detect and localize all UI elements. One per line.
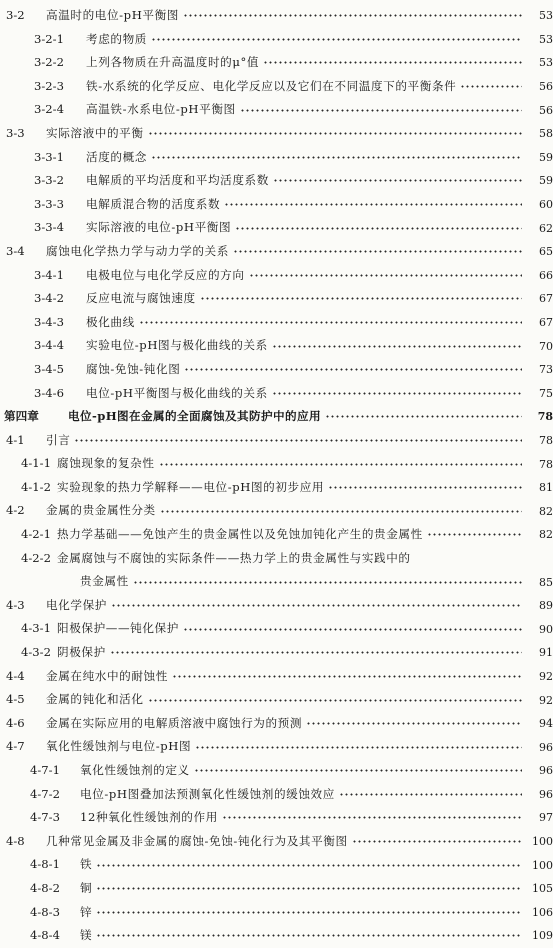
entry-number: 3-2-3 [34, 78, 64, 93]
toc-entry[interactable] [0, 216, 553, 240]
toc-entry[interactable] [0, 688, 553, 712]
page-number: 58 [539, 127, 553, 141]
entry-title: 铁-水系统的化学反应、电化学反应以及它们在不同温度下的平衡条件 [86, 78, 457, 93]
page-number: 60 [539, 198, 553, 212]
dot-leader [96, 911, 522, 914]
page-number: 105 [532, 882, 553, 896]
entry-number: 3-4-5 [34, 361, 64, 376]
dot-leader [273, 179, 522, 182]
toc-entry[interactable] [0, 358, 553, 382]
entry-number: 3-2-2 [34, 55, 64, 70]
entry-number: 4-5 [6, 692, 25, 707]
toc-entry[interactable] [0, 735, 553, 759]
dot-leader [160, 510, 522, 513]
page-number: 73 [539, 363, 553, 377]
entry-number: 4-7 [6, 739, 25, 754]
entry-title: 几种常见金属及非金属的腐蚀-免蚀-钝化行为及其平衡图 [46, 833, 348, 848]
toc-entry[interactable] [0, 4, 553, 28]
page-number: 56 [539, 103, 553, 117]
entry-number: 3-3-1 [34, 149, 64, 164]
entry-title: 考虑的物质 [86, 31, 147, 46]
entry-title: 电化学保护 [46, 597, 107, 612]
toc-entry[interactable] [0, 641, 553, 665]
dot-leader [352, 840, 522, 843]
toc-entry[interactable] [0, 853, 553, 877]
toc-entry[interactable] [0, 476, 553, 500]
toc-entry[interactable] [0, 924, 553, 948]
entry-title: 金属在实际应用的电解质溶液中腐蚀行为的预测 [46, 715, 303, 730]
page-number: 67 [539, 316, 553, 330]
page-number: 100 [532, 835, 553, 849]
toc-entry[interactable] [0, 452, 553, 476]
toc-entry[interactable] [0, 169, 553, 193]
toc-entry[interactable] [0, 287, 553, 311]
entry-title: 高温时的电位-pH平衡图 [46, 8, 179, 22]
entry-number: 3-3-2 [34, 173, 64, 188]
entry-title: 实际溶液的电位-pH平衡图 [86, 220, 232, 235]
entry-number: 4-8 [6, 833, 25, 848]
page-number: 90 [539, 622, 553, 636]
page-number: 59 [539, 174, 553, 188]
entry-title: 活度的概念 [86, 149, 147, 164]
dot-leader [96, 934, 522, 937]
dot-leader [151, 38, 522, 41]
dot-leader [272, 345, 522, 348]
page-number: 78 [539, 457, 553, 471]
toc-entry[interactable] [0, 806, 553, 830]
entry-title: 腐蚀电化学热力学与动力学的关系 [46, 243, 229, 258]
page-number: 96 [539, 787, 553, 801]
toc-entry[interactable] [0, 594, 553, 618]
page-number: 56 [539, 80, 553, 94]
entry-number: 4-1-1 [21, 456, 51, 471]
page-number: 96 [539, 740, 553, 754]
chapter-entry[interactable] [0, 405, 553, 429]
toc-entry[interactable] [0, 311, 553, 335]
entry-number: 4-3-1 [21, 621, 51, 636]
toc-entry[interactable] [0, 264, 553, 288]
entry-title: 电解质的平均活度和平均活度系数 [86, 173, 269, 188]
entry-title: 金属的钝化和活化 [46, 692, 144, 707]
entry-number: 4-8-1 [30, 857, 60, 872]
entry-title: 金属在纯水中的耐蚀性 [46, 668, 168, 683]
dot-leader [249, 274, 522, 277]
entry-title: 引言 [46, 432, 71, 447]
dot-leader [195, 746, 522, 749]
toc-entry[interactable] [0, 75, 553, 99]
entry-title: 12种氧化性缓蚀剂的作用 [80, 810, 218, 825]
entry-number: 3-4-4 [34, 338, 64, 353]
toc-entry[interactable] [0, 499, 553, 523]
page-number: 53 [539, 56, 553, 70]
dot-leader [148, 132, 522, 135]
entry-number: 3-4-3 [34, 314, 64, 329]
dot-leader [183, 628, 522, 631]
dot-leader [224, 203, 522, 206]
entry-title: 镁 [80, 928, 93, 943]
toc-entry[interactable] [0, 523, 553, 547]
dot-leader [159, 463, 522, 466]
page-number: 106 [532, 905, 553, 919]
page-number: 85 [539, 575, 553, 589]
entry-title: 铜 [80, 880, 93, 895]
toc-entry[interactable] [0, 901, 553, 925]
toc-entry[interactable] [0, 193, 553, 217]
entry-title: 铁 [80, 857, 93, 872]
dot-leader [325, 415, 522, 418]
toc-entry[interactable] [0, 783, 553, 807]
entry-title: 电位-pH平衡图与极化曲线的关系 [86, 385, 268, 400]
entry-title: 反应电流与腐蚀速度 [86, 291, 196, 306]
dot-leader [111, 604, 522, 607]
entry-title: 锌 [80, 904, 93, 919]
entry-title: 高温铁-水系电位-pH平衡图 [86, 102, 236, 117]
toc-entry[interactable] [0, 759, 553, 783]
entry-number: 4-2 [6, 503, 25, 518]
toc-entry[interactable] [0, 51, 553, 75]
dot-leader [272, 392, 522, 395]
dot-leader [263, 61, 522, 64]
entry-number: 4-3-2 [21, 645, 51, 660]
dot-leader [183, 14, 522, 17]
entry-title: 上列各物质在升高温度时的μ°值 [86, 55, 260, 70]
dot-leader [184, 368, 522, 371]
page-number: 65 [539, 245, 553, 259]
entry-number: 4-1-2 [21, 479, 51, 494]
entry-number: 4-7-1 [30, 763, 60, 777]
toc-entry[interactable] [0, 146, 553, 170]
entry-title: 阳极保护——钝化保护 [57, 621, 179, 636]
entry-number: 4-6 [6, 715, 25, 730]
dot-leader [96, 864, 522, 867]
dot-leader [328, 486, 522, 489]
page-number: 82 [539, 504, 553, 518]
entry-number: 3-4-6 [34, 385, 64, 400]
entry-title: 热力学基础——免蚀产生的贵金属性以及免蚀加钝化产生的贵金属性 [57, 527, 423, 542]
entry-number: 3-3 [6, 125, 25, 140]
entry-number: 4-4 [6, 668, 25, 683]
entry-number: 4-7-2 [30, 786, 60, 801]
page-number: 82 [539, 528, 553, 542]
page-number: 81 [539, 481, 553, 495]
dot-leader [233, 250, 522, 253]
toc-entry[interactable] [0, 429, 553, 453]
toc-entry[interactable] [0, 122, 553, 146]
entry-title: 腐蚀现象的复杂性 [57, 456, 155, 471]
entry-title: 金属腐蚀与不腐蚀的实际条件——热力学上的贵金属性与实践中的 [57, 550, 411, 565]
toc-entry[interactable] [0, 570, 553, 594]
dot-leader [74, 439, 522, 442]
dot-leader [339, 793, 522, 796]
page-number: 67 [539, 292, 553, 306]
entry-number: 3-4 [6, 243, 25, 258]
dot-leader [235, 227, 522, 230]
toc-entry[interactable] [0, 334, 553, 358]
page-number: 96 [539, 764, 553, 778]
entry-title: 实验电位-pH图与极化曲线的关系 [86, 338, 268, 353]
dot-leader [110, 651, 522, 654]
entry-number: 3-3-4 [34, 220, 64, 235]
page-number: 53 [539, 9, 553, 23]
dot-leader [148, 699, 522, 702]
entry-title: 实际溶液中的平衡 [46, 125, 144, 140]
page-number: 78 [539, 433, 553, 447]
entry-number: 3-2 [6, 8, 25, 22]
toc-entry[interactable] [0, 98, 553, 122]
dot-leader [306, 722, 522, 725]
entry-number: 3-4-2 [34, 291, 64, 306]
entry-title: 氧化性缓蚀剂的定义 [80, 763, 190, 777]
entry-number: 3-2-1 [34, 31, 64, 46]
entry-number: 4-8-2 [30, 880, 60, 895]
dot-leader [194, 769, 522, 772]
page-number: 66 [539, 268, 553, 282]
entry-title: 贵金属性 [80, 574, 129, 589]
entry-number: 3-2-4 [34, 102, 64, 117]
table-of-contents [0, 4, 553, 948]
dot-leader [460, 85, 522, 88]
page-number: 92 [539, 669, 553, 683]
entry-title: 电位-pH图在金属的全面腐蚀及其防护中的应用 [68, 409, 321, 424]
toc-entry[interactable] [0, 877, 553, 901]
entry-number: 4-8-4 [30, 928, 60, 943]
dot-leader [151, 156, 522, 159]
page-number: 62 [539, 221, 553, 235]
toc-entry[interactable] [0, 28, 553, 52]
entry-number: 3-4-1 [34, 267, 64, 282]
page-number: 78 [537, 410, 553, 424]
page-number: 92 [539, 693, 553, 707]
entry-title: 氧化性缓蚀剂与电位-pH图 [46, 739, 192, 754]
dot-leader [172, 675, 522, 678]
entry-number: 4-1 [6, 432, 25, 447]
toc-entry[interactable] [0, 547, 553, 571]
entry-title: 电解质混合物的活度系数 [86, 196, 221, 211]
entry-title: 金属的贵金属性分类 [46, 503, 156, 518]
toc-entry[interactable] [0, 617, 553, 641]
toc-entry[interactable] [0, 712, 553, 736]
dot-leader [200, 297, 522, 300]
toc-entry[interactable] [0, 830, 553, 854]
page-number: 91 [539, 646, 553, 660]
entry-title: 阴极保护 [57, 645, 106, 660]
page-number: 97 [539, 811, 553, 825]
page-number: 100 [532, 858, 553, 872]
entry-title: 腐蚀-免蚀-钝化图 [86, 361, 181, 376]
entry-number: 4-2-2 [21, 550, 51, 565]
dot-leader [139, 321, 522, 324]
dot-leader [222, 816, 522, 819]
entry-number: 4-8-3 [30, 904, 60, 919]
page-number: 59 [539, 150, 553, 164]
entry-title: 极化曲线 [86, 314, 135, 329]
page-number: 109 [532, 929, 553, 943]
page-number: 53 [539, 32, 553, 46]
dot-leader [240, 109, 522, 112]
entry-number: 4-3 [6, 597, 25, 612]
page-number: 94 [539, 717, 553, 731]
dot-leader [133, 581, 522, 584]
entry-number: 4-2-1 [21, 527, 51, 542]
entry-number: 3-3-3 [34, 196, 64, 211]
entry-title: 实验现象的热力学解释——电位-pH图的初步应用 [57, 479, 325, 494]
entry-title: 电极电位与电化学反应的方向 [86, 267, 245, 282]
page-number: 70 [539, 339, 553, 353]
toc-entry[interactable] [0, 240, 553, 264]
page-number: 75 [539, 386, 553, 400]
entry-title: 电位-pH图叠加法预测氧化性缓蚀剂的缓蚀效应 [80, 786, 335, 801]
entry-number: 第四章 [4, 409, 39, 424]
toc-entry[interactable] [0, 382, 553, 406]
toc-entry[interactable] [0, 665, 553, 689]
entry-number: 4-7-3 [30, 810, 60, 825]
dot-leader [427, 533, 522, 536]
dot-leader [96, 887, 522, 890]
page-number: 89 [539, 599, 553, 613]
